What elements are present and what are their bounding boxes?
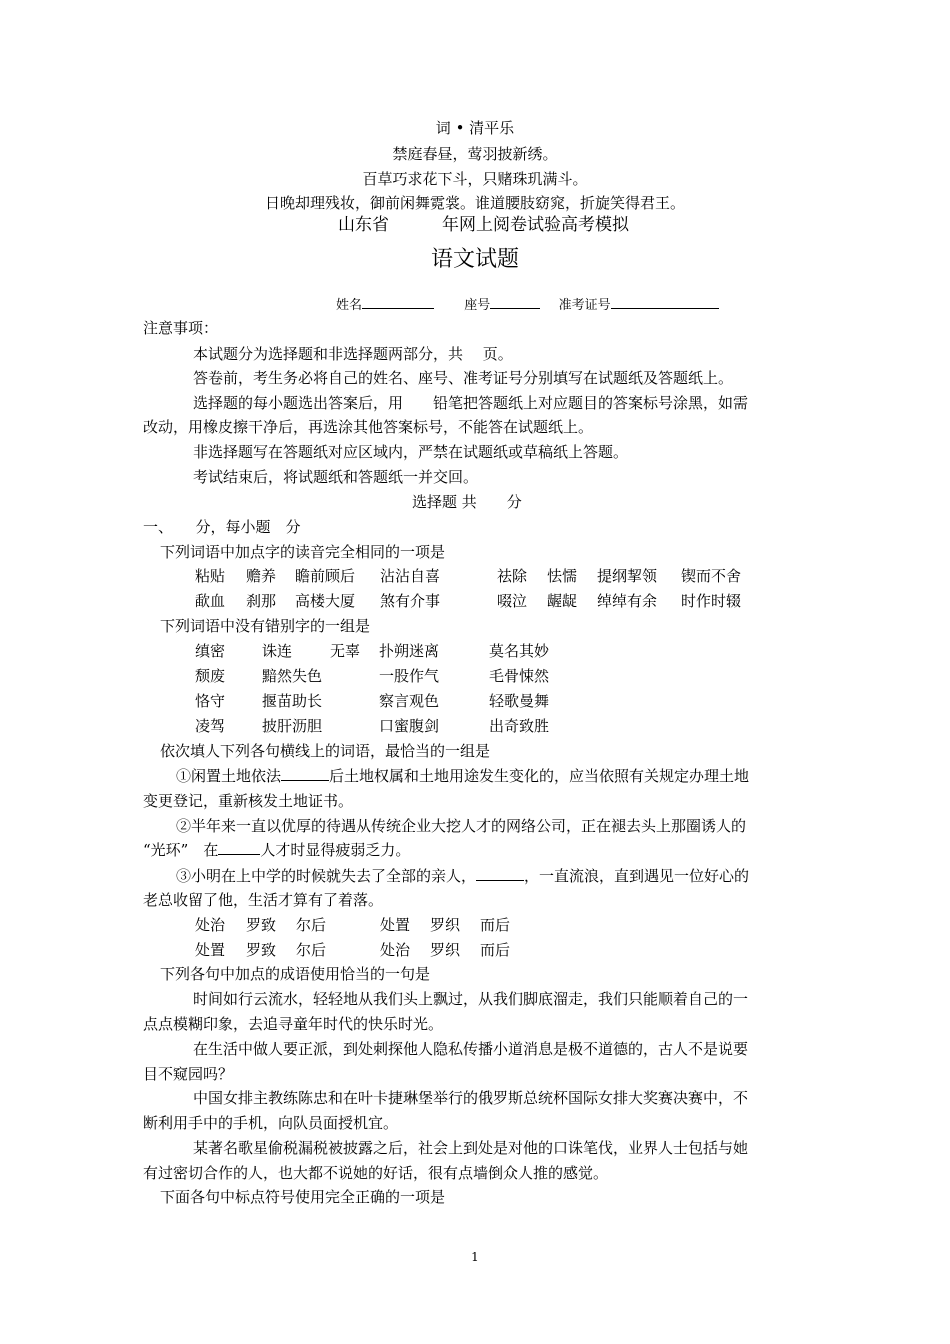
word: 莫名其妙 bbox=[489, 642, 550, 660]
question-stem: 下面各句中标点符号使用完全正确的一项是 bbox=[160, 1188, 446, 1206]
word: 沾沾自喜 bbox=[380, 567, 441, 585]
name-label: 姓名 bbox=[336, 298, 363, 313]
fill-blank bbox=[476, 866, 524, 881]
section-title: 选择题 共 分 bbox=[412, 493, 522, 511]
word: 诛连 bbox=[262, 642, 293, 660]
word: 时作时辍 bbox=[681, 592, 742, 610]
word: 口蜜腹剑 bbox=[379, 717, 440, 735]
word: 提纲挈领 bbox=[597, 567, 658, 585]
sentence: ②半年来一直以优厚的待遇从传统企业大挖人才的网络公司，正在褪去头上那圈诱人的 bbox=[176, 817, 747, 835]
candidate-info bbox=[336, 294, 719, 316]
notes-item: 考试结束后，将试题纸和答题纸一并交回。 bbox=[193, 468, 479, 486]
option-text: 断利用手中的手机，向队员面授机宜。 bbox=[143, 1114, 399, 1132]
poem-title: 词 • 清平乐 bbox=[435, 119, 515, 137]
word: 披肝沥胆 bbox=[262, 717, 323, 735]
word: 揠苗助长 bbox=[262, 692, 323, 710]
question-stem: 下列各句中加点的成语使用恰当的一句是 bbox=[160, 965, 431, 983]
option-text: 在生活中做人要正派，到处刺探他人隐私传播小道消息是极不道德的，古人不是说要 bbox=[193, 1040, 749, 1058]
word: 而后 bbox=[480, 941, 511, 959]
question-stem: 依次填人下列各句横线上的词语，最恰当的一组是 bbox=[160, 742, 491, 760]
option-text: 点点模糊印象，去追寻童年时代的快乐时光。 bbox=[143, 1015, 444, 1033]
word: 祛除 bbox=[497, 567, 528, 585]
option-text: 时间如行云流水，轻轻地从我们头上飘过，从我们脚底溜走，我们只能顺着自己的一 bbox=[193, 990, 749, 1008]
word: 轻歌曼舞 bbox=[489, 692, 550, 710]
word: 察言观色 bbox=[379, 692, 440, 710]
word: 处治 bbox=[195, 916, 226, 934]
word: 毛骨悚然 bbox=[489, 667, 550, 685]
word: 罗致 bbox=[246, 941, 277, 959]
notes-item: 选择题的每小题选出答案后，用 铅笔把答题纸上对应题目的答案标号涂黑，如需 bbox=[193, 394, 749, 412]
fill-blank bbox=[281, 766, 329, 781]
page-number: 1 bbox=[471, 1250, 479, 1264]
option-text: 中国女排主教练陈忠和在叶卡捷琳堡举行的俄罗斯总统杯国际女排大奖赛决赛中，不 bbox=[193, 1089, 749, 1107]
word: 出奇致胜 bbox=[489, 717, 550, 735]
word: 而后 bbox=[480, 916, 511, 934]
question-stem: 下列词语中加点字的读音完全相同的一项是 bbox=[160, 543, 446, 561]
sentence: ③小明在上中学的时候就失去了全部的亲人， ，一直流浪，直到遇见一位好心的 bbox=[176, 867, 750, 885]
ticket-label: 准考证号 bbox=[558, 298, 611, 313]
option-text: 目不窥园吗？ bbox=[143, 1065, 234, 1083]
word: 凌驾 bbox=[195, 717, 226, 735]
word: 啜泣 bbox=[497, 592, 528, 610]
sentence: 变更登记，重新核发土地证书。 bbox=[143, 792, 354, 810]
fill-blank bbox=[218, 840, 260, 855]
word: 赡养 bbox=[246, 567, 277, 585]
word: 高楼大厦 bbox=[295, 592, 356, 610]
word: 尔后 bbox=[296, 941, 327, 959]
word: 怯懦 bbox=[547, 567, 578, 585]
part-heading: 一、 分，每小题 分 bbox=[143, 518, 301, 536]
sentence: 老总收留了他，生活才算有了着落。 bbox=[143, 891, 384, 909]
word: 粘贴 bbox=[195, 567, 226, 585]
page-title: 语文试题 bbox=[430, 247, 519, 272]
notes-heading: 注意事项： bbox=[143, 319, 219, 337]
word: 尔后 bbox=[296, 916, 327, 934]
word: 罗致 bbox=[246, 916, 277, 934]
name-blank bbox=[362, 294, 434, 309]
word: 罗织 bbox=[430, 941, 461, 959]
poem-line: 禁庭春昼，莺羽披新绣。 bbox=[392, 145, 558, 163]
poem-line: 百草巧求花下斗，只赌珠玑满斗。 bbox=[362, 170, 588, 188]
notes-item: 本试题分为选择题和非选择题两部分，共 页。 bbox=[193, 345, 513, 363]
question-stem: 下列词语中没有错别字的一组是 bbox=[160, 617, 371, 635]
word: 颓废 bbox=[195, 667, 226, 685]
word: 缜密 bbox=[195, 642, 226, 660]
word: 处置 bbox=[380, 916, 411, 934]
word: 刹那 bbox=[246, 592, 277, 610]
word: 黯然失色 bbox=[262, 667, 323, 685]
exam-name: 年网上阅卷试验高考模拟 bbox=[442, 215, 629, 235]
option-text: 有过密切合作的人，也大都不说她的好话，很有点墙倒众人推的感觉。 bbox=[143, 1164, 609, 1182]
word: 罗织 bbox=[430, 916, 461, 934]
word: 锲而不舍 bbox=[681, 567, 742, 585]
word: 煞有介事 bbox=[380, 592, 441, 610]
sentence: “光环” 在 人才时显得疲弱乏力。 bbox=[143, 841, 411, 859]
option-text: 某著名歌星偷税漏税被披露之后，社会上到处是对他的口诛笔伐，业界人士包括与她 bbox=[193, 1139, 749, 1157]
word: 绰绰有余 bbox=[597, 592, 658, 610]
word: 处治 bbox=[380, 941, 411, 959]
word: 处置 bbox=[195, 941, 226, 959]
exam-province: 山东省 bbox=[338, 215, 389, 235]
word: 一股作气 bbox=[379, 667, 440, 685]
word: 扑朔迷离 bbox=[379, 642, 440, 660]
ticket-blank bbox=[611, 294, 719, 309]
seat-blank bbox=[490, 294, 540, 309]
sentence: ①闲置土地依法 后土地权属和土地用途发生变化的，应当依照有关规定办理土地 bbox=[176, 767, 750, 785]
seat-label: 座号 bbox=[464, 298, 491, 313]
poem-line: 日晚却理残妆，御前闲舞霓裳。谁道腰肢窈窕，折旋笑得君王。 bbox=[264, 194, 685, 212]
word: 龌龊 bbox=[547, 592, 578, 610]
notes-item: 非选择题写在答题纸对应区域内，严禁在试题纸或草稿纸上答题。 bbox=[193, 443, 629, 461]
word: 恪守 bbox=[195, 692, 226, 710]
word: 无辜 bbox=[330, 642, 361, 660]
notes-item: 改动，用橡皮擦干净后，再选涂其他答案标号，不能答在试题纸上。 bbox=[143, 418, 594, 436]
notes-item: 答卷前，考生务必将自己的姓名、座号、准考证号分别填写在试题纸及答题纸上。 bbox=[193, 369, 734, 387]
word: 瞻前顾后 bbox=[295, 567, 356, 585]
word: 歃血 bbox=[195, 592, 226, 610]
